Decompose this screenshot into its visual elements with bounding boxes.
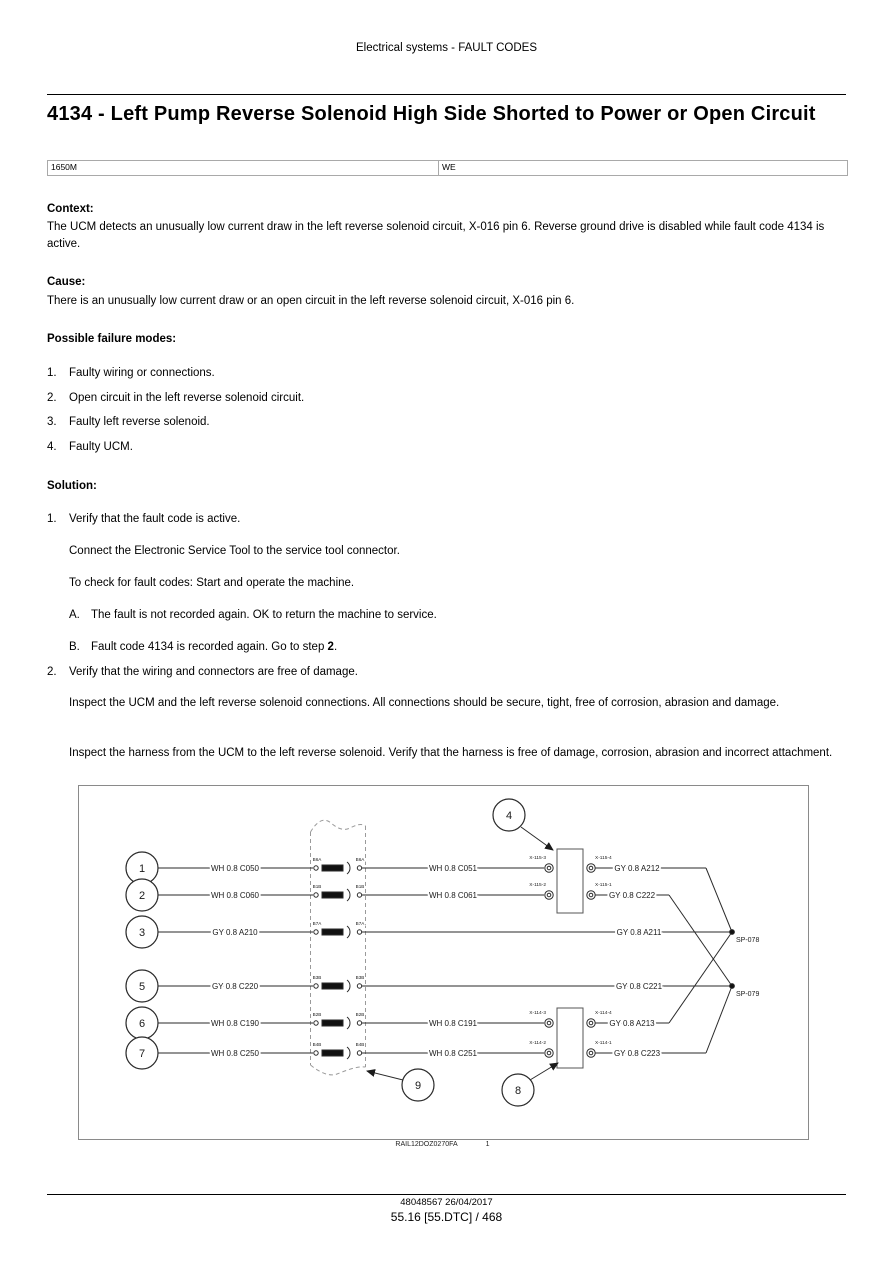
list-text: Faulty wiring or connections.: [69, 367, 215, 379]
list-text: Faulty left reverse solenoid.: [69, 416, 210, 428]
failure-mode-item: [47, 390, 846, 406]
bulkhead-splice-row6: [314, 1017, 362, 1029]
running-header: Electrical systems - FAULT CODES: [355, 42, 538, 54]
splice-pin-label: B7A: [312, 921, 322, 926]
wire-label: GY 0.8 A212: [614, 864, 660, 873]
splice-pin-label: B2B: [355, 1012, 365, 1017]
callout-6-label: 6: [138, 1018, 146, 1030]
bulkhead-splice-row7: [314, 1047, 362, 1059]
model-region: WE: [442, 162, 456, 172]
connector-pin-label: X-114-3: [529, 1011, 546, 1016]
splice-pin-label: B6A: [355, 857, 365, 862]
context-heading: Context:: [47, 203, 94, 215]
step-title: Verify that the fault code is active.: [69, 513, 241, 525]
figure-caption-number: 1: [485, 1141, 490, 1148]
callout-3-label: 3: [138, 927, 146, 939]
callout-2-label: 2: [138, 890, 146, 902]
step1-paragraph-2: To check for fault codes: Start and operate the machine.: [69, 577, 355, 589]
splice-pin-label: B4B: [355, 1042, 365, 1047]
bulkhead-splice-row1: [314, 862, 362, 874]
splice-pin-label: B4B: [312, 1042, 322, 1047]
step2-paragraph-1: Inspect the UCM and the left reverse solenoid connections. All connections should be secure, tight, free of corrosion, abrasion and damage.: [69, 697, 780, 709]
splice-pin-label: B3B: [312, 975, 322, 980]
wire-label: WH 0.8 C051: [428, 864, 478, 873]
splice-pin-label: B3B: [355, 975, 365, 980]
step-number: 2.: [47, 666, 57, 678]
model-name: 1650M: [48, 161, 439, 175]
connector-x114: [545, 1008, 595, 1068]
footer-page-ref: 55.16 [55.DTC] / 468: [390, 1210, 503, 1224]
wire-label: WH 0.8 C251: [428, 1049, 478, 1058]
wiring-diagram-figure: [78, 785, 809, 1140]
connector-pin-label: X-115-4: [595, 856, 612, 861]
list-number: 3.: [47, 416, 57, 428]
callout-8-label: 8: [514, 1085, 522, 1097]
solution-step-2: [47, 664, 846, 680]
connector-pin-label: X-115-3: [529, 856, 546, 861]
step-title: Verify that the wiring and connectors are free of damage.: [69, 666, 358, 678]
wire-label: WH 0.8 C190: [210, 1019, 260, 1028]
wire-label: WH 0.8 C191: [428, 1019, 478, 1028]
option-text: Fault code 4134 is recorded again. Go to step 2.: [91, 641, 338, 653]
wire-label: GY 0.8 C223: [613, 1049, 661, 1058]
page-title: 4134 - Left Pump Reverse Solenoid High Side Shorted to Power or Open Circuit: [47, 103, 816, 125]
callout-5-label: 5: [138, 981, 146, 993]
wire-label: GY 0.8 A211: [616, 928, 662, 937]
figure-caption: [78, 1141, 807, 1148]
wire-label: GY 0.8 A213: [609, 1019, 655, 1028]
failure-modes-heading: Possible failure modes:: [47, 333, 177, 345]
cause-heading: Cause:: [47, 276, 86, 288]
failure-mode-item: [47, 365, 846, 381]
wire-label: WH 0.8 C050: [210, 864, 260, 873]
list-number: 2.: [47, 392, 57, 404]
splice-pin-label: B1B: [312, 884, 322, 889]
step1-option-b: [69, 639, 868, 655]
step-reference: 2: [327, 641, 334, 653]
callout-7-label: 7: [138, 1048, 146, 1060]
figure-caption-code: RAIL12DOZ0270FA: [395, 1141, 458, 1148]
splice-label-sp079: SP-079: [736, 991, 760, 998]
model-bar: [47, 160, 848, 176]
splice-pin-label: B1B: [355, 884, 365, 889]
solution-heading: Solution:: [47, 480, 97, 492]
splice-point-sp078: [730, 930, 735, 935]
wire-label: GY 0.8 A210: [212, 928, 258, 937]
connector-pin-label: X-114-2: [529, 1041, 546, 1046]
option-letter: B.: [69, 641, 80, 653]
list-text: Open circuit in the left reverse solenoid circuit.: [69, 392, 305, 404]
connector-pin-label: X-115-2: [529, 883, 546, 888]
list-text: Faulty UCM.: [69, 441, 133, 453]
wire-label: GY 0.8 C221: [615, 982, 663, 991]
connector-pin-label: X-114-1: [595, 1041, 612, 1046]
callout-4-label: 4: [505, 810, 513, 822]
bulkhead-splice-row3: [314, 926, 362, 938]
wiring-diagram: [79, 786, 806, 1137]
title-rule: [47, 94, 846, 95]
step1-option-a: [69, 607, 868, 623]
wire-label: WH 0.8 C060: [210, 891, 260, 900]
bulkhead-splice-row5: [314, 980, 362, 992]
callout-8-arrow: [530, 1063, 558, 1080]
failure-mode-item: [47, 439, 846, 455]
splice-label-sp078: SP-078: [736, 937, 760, 944]
solution-step-1: [47, 511, 846, 527]
cause-body: There is an unusually low current draw or an open circuit in the left reverse solenoid circuit, X-016 pin 6.: [47, 295, 575, 307]
callout-9-arrow: [367, 1071, 403, 1080]
step2-paragraph-2: Inspect the harness from the UCM to the left reverse solenoid. Verify that the harness is free of damage, corrosion, abrasion and incorrect attachment.: [69, 747, 833, 759]
bulkhead-splice-row2: [314, 889, 362, 901]
option-text: The fault is not recorded again. OK to return the machine to service.: [91, 609, 437, 621]
option-letter: A.: [69, 609, 80, 621]
connector-pin-label: X-115-1: [595, 883, 612, 888]
connector-x115: [545, 849, 595, 913]
splice-pin-label: B6A: [312, 857, 322, 862]
callout-1-label: 1: [138, 863, 146, 875]
callout-9-label: 9: [414, 1080, 422, 1092]
splice-pin-label: B2B: [312, 1012, 322, 1017]
footer-doc-id: 48048567 26/04/2017: [400, 1197, 493, 1208]
context-body: The UCM detects an unusually low current draw in the left reverse solenoid circuit, X-016 pin 6. Reverse ground drive is disabled while fault code 4134 is active.: [47, 221, 825, 250]
splice-point-sp079: [730, 984, 735, 989]
callout-4-arrow: [521, 827, 553, 850]
wire-label: GY 0.8 C220: [211, 982, 259, 991]
failure-mode-item: [47, 414, 846, 430]
list-number: 4.: [47, 441, 57, 453]
footer-rule: [47, 1194, 846, 1195]
splice-pin-label: B7A: [355, 921, 365, 926]
wire-label: GY 0.8 C222: [608, 891, 656, 900]
wire-label: WH 0.8 C250: [210, 1049, 260, 1058]
step1-paragraph-1: Connect the Electronic Service Tool to the service tool connector.: [69, 545, 400, 557]
list-number: 1.: [47, 367, 57, 379]
step-number: 1.: [47, 513, 57, 525]
connector-pin-label: X-114-4: [595, 1011, 612, 1016]
wire-label: WH 0.8 C061: [428, 891, 478, 900]
